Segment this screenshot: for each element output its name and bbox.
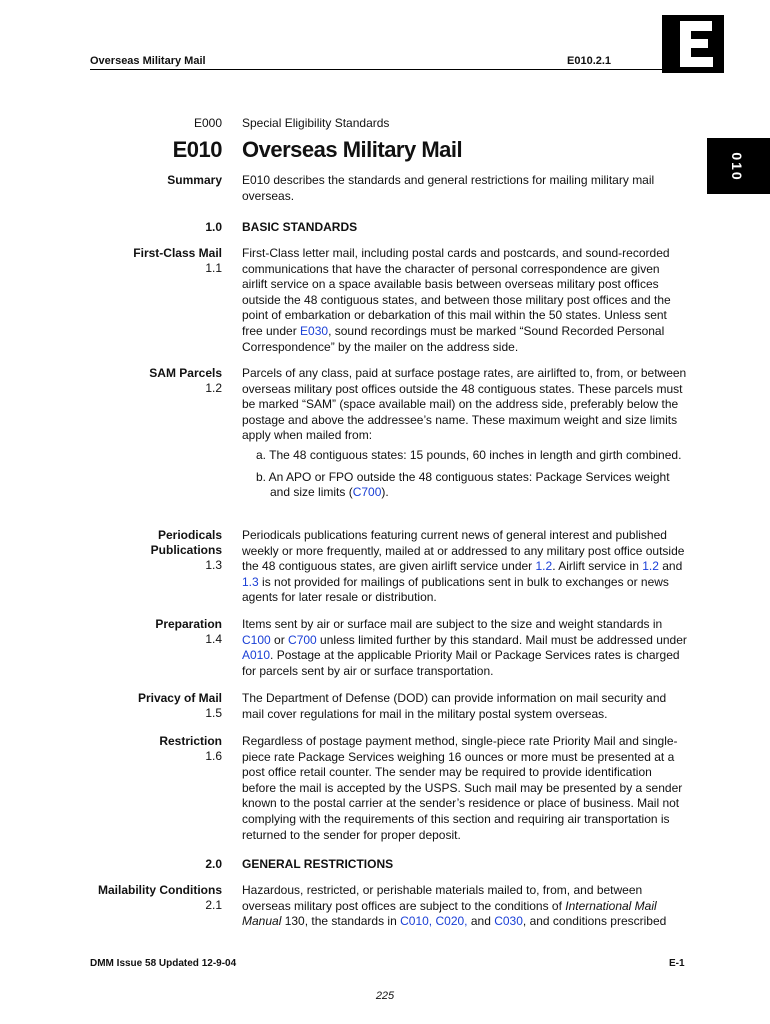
label-1-2: SAM Parcels 1.2 xyxy=(149,366,222,395)
para-1-2: Parcels of any class, paid at surface postage rates, are airlifted to, from, or between overseas military post offices outside the 48 contiguous states. These parcels must be marked “SAM” (space available mail) on the address side, preferably below the postage and above the addressee’s name. These maximum weight and size limits apply when mailed from: xyxy=(242,366,687,443)
link-c100[interactable]: C100 xyxy=(242,632,271,647)
section-number-1: 1.0 xyxy=(205,220,222,234)
letter-e-icon xyxy=(662,15,724,73)
list-1-2 xyxy=(256,448,686,507)
section-heading-2: GENERAL RESTRICTIONS xyxy=(242,857,394,871)
chapter-tab-e xyxy=(662,15,724,73)
parent-title: Special Eligibility Standards xyxy=(242,116,390,130)
label-1-6: Restriction 1.6 xyxy=(159,734,222,763)
footer-issue: DMM Issue 58 Updated 12-9-04 xyxy=(90,958,237,969)
link-e030[interactable]: E030 xyxy=(300,323,329,338)
link-c020[interactable]: C020, xyxy=(435,914,468,929)
para-1-1: First-Class letter mail, including postal cards and postcards, and sound-recorded communications that have the character of personal correspondence are given airlift service on a space available basis between overseas military post offices outside the 48 contiguous states, and between those military post offices and the point of embarkation or debarkation of this mail within the 50 states. Unless sent free under E030, sound recordings must be marked “Sound Recorded Personal Correspondence” by the mailer on the address side. xyxy=(242,246,671,354)
link-1-2[interactable]: 1.2 xyxy=(535,559,553,574)
running-header-section: E010.2.1 xyxy=(567,55,612,67)
list-item-a: a. The 48 contiguous states: 15 pounds, 60 inches in length and girth combined. xyxy=(256,448,682,462)
parent-code: E000 xyxy=(193,116,222,130)
summary-label: Summary xyxy=(167,173,222,187)
list-item-b: b. An APO or FPO outside the 48 contiguous states: Package Services weight and size limits (C700). xyxy=(256,469,670,500)
para-1-5: The Department of Defense (DOD) can provide information on mail security and mail cover regulations for mail in the military postal system overseas. xyxy=(242,691,667,721)
para-1-6: Regardless of postage payment method, single-piece rate Priority Mail and single-piece rate Package Services weighing 16 ounces or more must be presented at a post office retail counter. The sender may be required to provide identification before the mail is accepted by the USPS. Such mail may be presented by a sender known to the postal carrier at the sender’s residence or place of business. Mail not complying with the requirements of this section and requiring air transportation is returned to the sender for proper deposit. xyxy=(242,734,683,842)
link-c010[interactable]: C010, xyxy=(400,914,433,929)
link-c030[interactable]: C030 xyxy=(494,914,523,929)
summary-text: E010 describes the standards and general restrictions for mailing military mail overseas. xyxy=(242,173,655,203)
module-code: E010 xyxy=(172,137,222,162)
section-number-2: 2.0 xyxy=(205,857,222,871)
para-2-1: Hazardous, restricted, or perishable materials mailed to, from, and between overseas military post offices are subject to the conditions of International Mail Manual 130, the standards in C010, C020, and C030, and conditions prescribed xyxy=(242,883,667,929)
label-1-5: Privacy of Mail 1.5 xyxy=(137,691,222,720)
link-c700-b[interactable]: C700 xyxy=(288,632,317,647)
link-1-3[interactable]: 1.3 xyxy=(242,574,259,589)
page-number: 225 xyxy=(375,990,395,1002)
link-c700[interactable]: C700 xyxy=(352,485,382,500)
para-1-3: Periodicals publications featuring current news of general interest and published weekly or more frequently, mailed at or addressed to any military post office outside the 48 contiguous states, are given airlift service under 1.2. Airlift service in 1.2 and 1.3 is not provided for mailings of publications sent in bulk to exchanges or news agents for later resale or distribution. xyxy=(242,528,685,605)
label-1-4: Preparation 1.4 xyxy=(155,617,222,646)
link-1-2b[interactable]: 1.2 xyxy=(642,559,659,574)
label-1-1: First-Class Mail 1.1 xyxy=(133,246,222,275)
footer-page-ref: E-1 xyxy=(669,958,685,969)
section-side-tab xyxy=(707,138,770,194)
link-a010[interactable]: A010 xyxy=(242,648,271,663)
label-1-3: Periodicals Publications 1.3 xyxy=(150,528,222,572)
side-tab-label: 010 xyxy=(729,152,745,182)
section-heading-1: BASIC STANDARDS xyxy=(242,220,358,234)
label-2-1: Mailability Conditions 2.1 xyxy=(97,883,222,912)
running-header-title: Overseas Military Mail xyxy=(90,55,206,67)
page-title: Overseas Military Mail xyxy=(242,137,463,162)
header-rule xyxy=(90,69,698,70)
para-1-4: Items sent by air or surface mail are subject to the size and weight standards in C100 or C700 unless limited further by this standard. Mail must be addressed under A010. Postage at the applicable Priority Mail or Package Services rates is charged for parcels sent by air or surface transportation. xyxy=(242,617,687,678)
